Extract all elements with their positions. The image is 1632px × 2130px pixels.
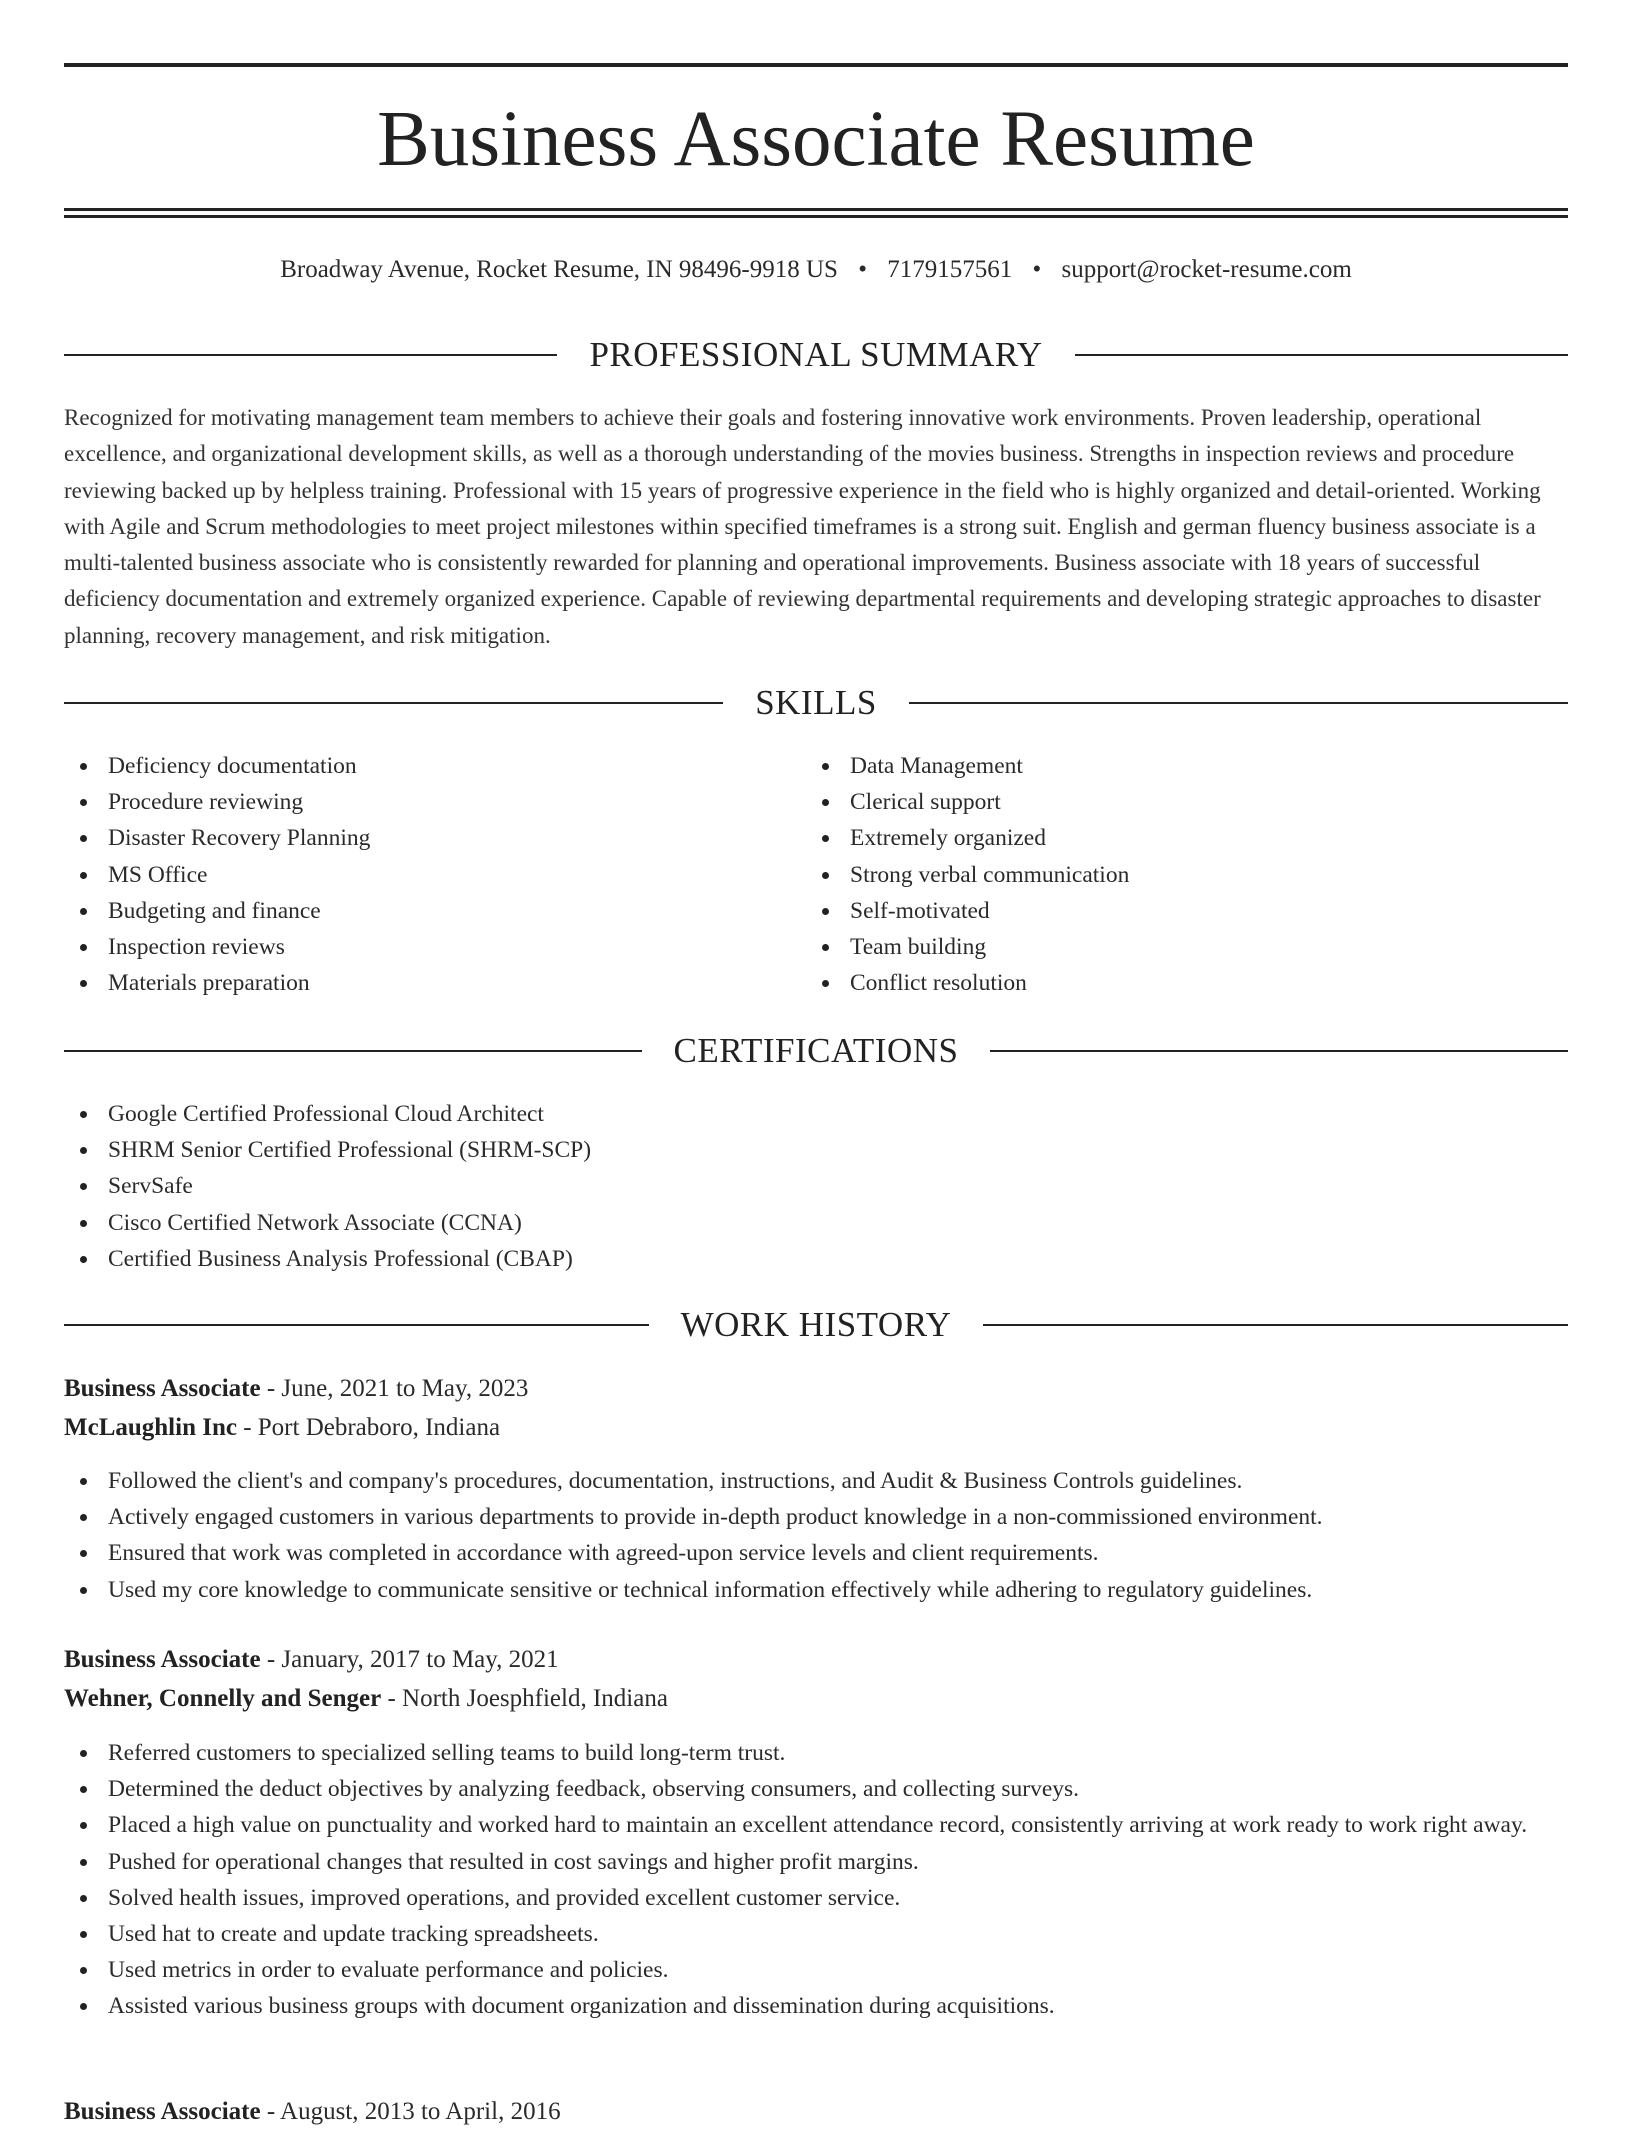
contact-phone: 7179157561 xyxy=(887,256,1013,283)
job-dates: - August, 2013 to April, 2016 xyxy=(260,2098,561,2125)
list-item: Self-motivated xyxy=(806,893,1506,929)
list-item: Certified Business Analysis Professional (CBAP) xyxy=(64,1241,1568,1277)
job-dates: - January, 2017 to May, 2021 xyxy=(260,1646,559,1673)
divider xyxy=(64,1324,649,1326)
job-bullets xyxy=(64,1463,1568,1608)
list-item: Assisted various business groups with document organization and dissemination during acquisitions. xyxy=(64,1988,1568,2024)
list-item: Cisco Certified Network Associate (CCNA) xyxy=(64,1205,1568,1241)
contact-separator: • xyxy=(1032,256,1042,283)
header-bottom-rule-2 xyxy=(64,215,1568,218)
list-item: Materials preparation xyxy=(64,965,764,1001)
contact-email: support@rocket-resume.com xyxy=(1061,256,1352,283)
section-heading-skills xyxy=(64,681,1568,725)
job-title-line xyxy=(64,1371,528,1407)
job-company: Wehner, Connelly and Senger xyxy=(64,1685,382,1712)
resume-title: Business Associate Resume xyxy=(377,96,1255,183)
list-item: Actively engaged customers in various departments to provide in-depth product knowledge in a non-commissioned environment. xyxy=(64,1499,1568,1535)
list-item: MS Office xyxy=(64,857,764,893)
list-item: Determined the deduct objectives by analyzing feedback, observing consumers, and collecting surveys. xyxy=(64,1771,1568,1807)
divider xyxy=(64,354,557,356)
divider xyxy=(990,1050,1568,1052)
list-item: Used hat to create and update tracking spreadsheets. xyxy=(64,1916,1568,1952)
contact-address: Broadway Avenue, Rocket Resume, IN 98496-9918 US xyxy=(280,256,838,283)
divider xyxy=(909,702,1568,704)
divider xyxy=(64,702,723,704)
list-item: Referred customers to specialized selling teams to build long-term trust. xyxy=(64,1735,1568,1771)
list-item: Solved health issues, improved operations, and provided excellent customer service. xyxy=(64,1880,1568,1916)
list-item: Disaster Recovery Planning xyxy=(64,820,764,856)
list-item: Conflict resolution xyxy=(806,965,1506,1001)
list-item: Ensured that work was completed in accordance with agreed-upon service levels and client requirements. xyxy=(64,1535,1568,1571)
list-item: Team building xyxy=(806,929,1506,965)
list-item: Strong verbal communication xyxy=(806,857,1506,893)
list-item: SHRM Senior Certified Professional (SHRM-SCP) xyxy=(64,1132,1568,1168)
section-title: PROFESSIONAL SUMMARY xyxy=(589,335,1043,374)
list-item: Data Management xyxy=(806,748,1506,784)
list-item: Pushed for operational changes that resulted in cost savings and higher profit margins. xyxy=(64,1844,1568,1880)
list-item: Budgeting and finance xyxy=(64,893,764,929)
job-title-line xyxy=(64,2094,561,2130)
list-item: Inspection reviews xyxy=(64,929,764,965)
job-company-line xyxy=(64,1681,668,1717)
list-item: Used metrics in order to evaluate performance and policies. xyxy=(64,1952,1568,1988)
job-dates: - June, 2021 to May, 2023 xyxy=(260,1375,529,1402)
section-heading-work-history xyxy=(64,1303,1568,1347)
skills-list-right xyxy=(806,748,1506,1001)
job-position: Business Associate xyxy=(64,1646,261,1673)
job-position: Business Associate xyxy=(64,2098,261,2125)
list-item: Clerical support xyxy=(806,784,1506,820)
contact-line xyxy=(64,252,1568,288)
job-title-line xyxy=(64,1642,559,1678)
list-item: Placed a high value on punctuality and worked hard to maintain an excellent attendance record, consistently arriving at work ready to work right away. xyxy=(64,1807,1568,1843)
certifications-list xyxy=(64,1096,1568,1277)
divider xyxy=(1075,354,1568,356)
section-title: SKILLS xyxy=(755,683,877,722)
list-item: Google Certified Professional Cloud Architect xyxy=(64,1096,1568,1132)
divider xyxy=(64,1050,642,1052)
summary-paragraph: Recognized for motivating management team members to achieve their goals and fostering innovative work environments. Proven leadership, operational excellence, and organizational development skills, as well as a thorough understanding of the movies business. Strengths in inspection reviews and procedure reviewing backed up by helpless training. Professional with 15 years of progressive experience in the field who is highly organized and detail-oriented. Working with Agile and Scrum methodologies to meet project milestones within specified timeframes is a strong suit. English and german fluency business associate is a multi-talented business associate who is consistently rewarded for planning and operational improvements. Business associate with 18 years of successful deficiency documentation and extremely organized experience. Capable of reviewing departmental requirements and developing strategic approaches to disaster planning, recovery management, and risk mitigation. xyxy=(64,405,1541,648)
section-title: WORK HISTORY xyxy=(680,1305,952,1344)
list-item: Extremely organized xyxy=(806,820,1506,856)
contact-separator: • xyxy=(858,256,867,283)
header-bottom-rule xyxy=(64,208,1568,211)
section-heading-summary xyxy=(64,333,1568,377)
divider xyxy=(983,1324,1568,1326)
skills-list-left xyxy=(64,748,764,1001)
section-heading-certifications xyxy=(64,1029,1568,1073)
list-item: Followed the client's and company's procedures, documentation, instructions, and Audit & Business Controls guidelines. xyxy=(64,1463,1568,1499)
header-top-rule xyxy=(64,63,1568,67)
job-company: McLaughlin Inc xyxy=(64,1414,237,1441)
job-location: - North Joesphfield, Indiana xyxy=(381,1685,668,1712)
list-item: Procedure reviewing xyxy=(64,784,764,820)
list-item: Deficiency documentation xyxy=(64,748,764,784)
list-item: Used my core knowledge to communicate sensitive or technical information effectively while adhering to regulatory guidelines. xyxy=(64,1572,1568,1608)
job-position: Business Associate xyxy=(64,1375,261,1402)
job-bullets xyxy=(64,1735,1568,2025)
section-title: CERTIFICATIONS xyxy=(673,1031,959,1070)
list-item: ServSafe xyxy=(64,1168,1568,1204)
job-company-line xyxy=(64,1410,500,1446)
job-location: - Port Debraboro, Indiana xyxy=(236,1414,501,1441)
